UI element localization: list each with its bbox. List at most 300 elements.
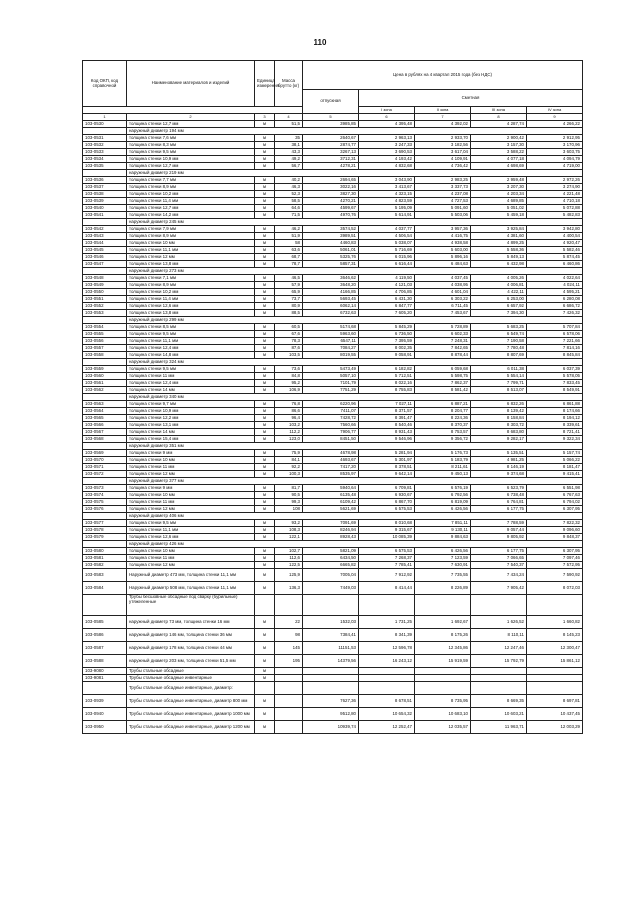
unit-cell: м [255, 135, 275, 142]
code-cell: 103-0571 [83, 464, 127, 471]
price-zone2-cell: 2 983,25 [415, 177, 471, 184]
name-cell: толщина стенки 8,9 мм [127, 184, 255, 191]
price-zone3-cell: 8 683,80 [471, 429, 527, 436]
name-cell: толщина стенки 7,7 мм [127, 177, 255, 184]
price-zone2-cell: 4 727,53 [415, 198, 471, 205]
price-otpusk-cell: 3985,85 [303, 121, 359, 128]
unit-cell [255, 595, 275, 616]
price-otpusk-cell: 7005,04 [303, 569, 359, 582]
mass-cell: 103,5 [275, 352, 303, 359]
code-cell: 103-0582 [83, 562, 127, 569]
code-cell: 103-0584 [83, 582, 127, 595]
price-otpusk-cell: 5693,45 [303, 296, 359, 303]
price-otpusk-cell: 7906,77 [303, 429, 359, 436]
code-cell [83, 359, 127, 366]
price-zone1-cell: 7 605,20 [359, 310, 415, 317]
price-zone4-cell: 4 024,11 [527, 282, 583, 289]
price-zone3-cell: 7 780,48 [471, 345, 527, 352]
price-zone3-cell [471, 595, 527, 616]
price-otpusk-cell: 4270,21 [303, 198, 359, 205]
header-code: Код ОКП, код справочной [83, 61, 127, 107]
group-row [83, 394, 583, 401]
price-zone2-cell: 4 038,95 [415, 282, 471, 289]
price-otpusk-cell: 7751,29 [303, 387, 359, 394]
table-row [83, 695, 583, 708]
mass-cell: 56,7 [275, 163, 303, 170]
code-cell: 103-0548 [83, 275, 127, 282]
price-zone1-cell: 9 058,91 [359, 352, 415, 359]
price-zone2-cell: 8 211,61 [415, 464, 471, 471]
unit-cell: м [255, 668, 275, 675]
price-zone4-cell: 8 339,61 [527, 422, 583, 429]
price-zone2-cell: 5 598,75 [415, 373, 471, 380]
unit-cell: м [255, 629, 275, 642]
price-otpusk-cell: 3574,52 [303, 226, 359, 233]
header-zone-4: IV зона [527, 107, 583, 114]
group-row [83, 541, 583, 548]
price-zone1-cell: 4 395,48 [359, 121, 415, 128]
code-cell: 103-0554 [83, 324, 127, 331]
price-zone3-cell: 4 422,11 [471, 289, 527, 296]
price-zone4-cell: 9 415,41 [527, 471, 583, 478]
mass-cell [275, 595, 303, 616]
price-zone3-cell: 9 805,92 [471, 534, 527, 541]
price-zone1-cell: 8 341,39 [359, 629, 415, 642]
mass-cell: 43,3 [275, 149, 303, 156]
price-zone2-cell: 4 416,75 [415, 233, 471, 240]
price-otpusk-cell: 7411,07 [303, 408, 359, 415]
price-otpusk-cell: 5857,31 [303, 261, 359, 268]
price-zone4-cell: 8 721,41 [527, 429, 583, 436]
price-zone1-cell: 16 243,12 [359, 655, 415, 668]
price-zone4-cell: 5 707,84 [527, 324, 583, 331]
price-zone4-cell: 12 300,47 [527, 642, 583, 655]
price-zone1-cell: 10 085,39 [359, 534, 415, 541]
table-row [83, 212, 583, 219]
price-zone3-cell: 6 764,81 [471, 499, 527, 506]
name-cell: толщина стенки 13,1 мм [127, 422, 255, 429]
table-row [83, 450, 583, 457]
price-zone3-cell: 6 253,00 [471, 296, 527, 303]
price-otpusk-cell: 5061,01 [303, 247, 359, 254]
price-zone4-cell: 8 549,91 [527, 387, 583, 394]
mass-cell: 125,9 [275, 569, 303, 582]
unit-cell: м [255, 163, 275, 170]
price-otpusk-cell [303, 682, 359, 695]
name-cell: толщина стенки 14,2 мм [127, 212, 255, 219]
code-cell: 103-0561 [83, 380, 127, 387]
price-zone2-cell: 3 337,73 [415, 184, 471, 191]
price-zone3-cell: 2 900,42 [471, 135, 527, 142]
code-cell: 103-0540 [83, 205, 127, 212]
price-zone1-cell: 4 193,42 [359, 156, 415, 163]
unit-cell: м [255, 303, 275, 310]
price-zone1-cell: 3 690,53 [359, 149, 415, 156]
price-zone2-cell: 7 842,65 [415, 345, 471, 352]
unit-cell: м [255, 233, 275, 240]
price-otpusk-cell: 6547,11 [303, 338, 359, 345]
group-name: наружный диаметр 194 мм [127, 128, 583, 135]
price-zone1-cell: 5 301,97 [359, 457, 415, 464]
name-cell: толщина стенки 9,5 мм [127, 366, 255, 373]
name-cell: толщина стенки 12,4 мм [127, 380, 255, 387]
mass-cell: 58,5 [275, 198, 303, 205]
price-zone2-cell: 3 182,56 [415, 142, 471, 149]
price-zone3-cell: 5 135,51 [471, 450, 527, 457]
price-zone1-cell: 7 027,11 [359, 401, 415, 408]
price-zone4-cell [527, 675, 583, 682]
table-row [83, 655, 583, 668]
price-zone2-cell: 8 226,89 [415, 582, 471, 595]
name-cell: толщина стенки 11,4 мм [127, 296, 255, 303]
col-number: 2 [127, 114, 255, 121]
unit-cell: м [255, 642, 275, 655]
price-zone3-cell: 7 190,58 [471, 338, 527, 345]
price-zone2-cell [415, 682, 471, 695]
price-zone1-cell [359, 595, 415, 616]
name-cell: толщина стенки 13,8 мм [127, 261, 255, 268]
name-cell: толщина стенки 10 мм [127, 240, 255, 247]
table-row [83, 191, 583, 198]
mass-cell: 49,2 [275, 156, 303, 163]
price-zone3-cell: 5 459,18 [471, 212, 527, 219]
unit-cell: м [255, 289, 275, 296]
mass-cell: 195 [275, 655, 303, 668]
table-row [83, 408, 583, 415]
unit-cell: м [255, 282, 275, 289]
price-zone4-cell: 7 590,92 [527, 569, 583, 582]
price-zone3-cell: 8 139,42 [471, 408, 527, 415]
price-zone1-cell: 6 709,81 [359, 485, 415, 492]
table-row [83, 324, 583, 331]
code-cell [83, 541, 127, 548]
name-cell: толщина стенки 11 мм [127, 373, 255, 380]
price-otpusk-cell: 3022,16 [303, 184, 359, 191]
price-zone3-cell: 6 738,48 [471, 492, 527, 499]
code-cell: 103-0566 [83, 422, 127, 429]
price-zone2-cell: 5 503,06 [415, 212, 471, 219]
name-cell: Трубы стальные обсадные инвентарные, диаметр 1000 мм [127, 708, 255, 721]
unit-cell: м [255, 331, 275, 338]
price-zone3-cell: 8 303,72 [471, 422, 527, 429]
table-row [83, 261, 583, 268]
price-otpusk-cell: 7091,69 [303, 520, 359, 527]
name-cell: толщина стенки 10,9 мм [127, 156, 255, 163]
unit-cell: м [255, 506, 275, 513]
table-body [83, 121, 583, 734]
mass-cell [275, 721, 303, 734]
price-zone2-cell: 5 183,79 [415, 457, 471, 464]
price-zone4-cell: 5 482,83 [527, 212, 583, 219]
mass-cell: 64,6 [275, 205, 303, 212]
price-zone4-cell: 1 660,82 [527, 616, 583, 629]
group-name: наружный диаметр 377 мм [127, 478, 583, 485]
price-zone4-cell: 6 861,88 [527, 401, 583, 408]
price-zone2-cell: 6 887,21 [415, 401, 471, 408]
price-zone1-cell: 4 823,59 [359, 198, 415, 205]
unit-cell: м [255, 485, 275, 492]
mass-cell: 68,7 [275, 254, 303, 261]
price-zone4-cell [527, 682, 583, 695]
price-otpusk-cell: 5174,68 [303, 324, 359, 331]
name-cell: толщина стенки 7,9 мм [127, 226, 255, 233]
price-zone4-cell: 8 194,12 [527, 415, 583, 422]
price-zone3-cell: 6 657,92 [471, 303, 527, 310]
price-zone4-cell: 3 942,80 [527, 226, 583, 233]
mass-cell: 100,3 [275, 471, 303, 478]
price-zone1-cell: 4 037,77 [359, 226, 415, 233]
table-row [83, 338, 583, 345]
price-zone4-cell: 9 096,60 [527, 527, 583, 534]
table-row [83, 121, 583, 128]
price-zone2-cell: 7 123,59 [415, 555, 471, 562]
code-cell: 103-0569 [83, 450, 127, 457]
price-zone1-cell: 7 395,59 [359, 338, 415, 345]
code-cell: 103-0577 [83, 520, 127, 527]
mass-cell: 112,2 [275, 429, 303, 436]
table-row [83, 682, 583, 695]
price-otpusk-cell: 4678,98 [303, 450, 359, 457]
unit-cell: м [255, 310, 275, 317]
price-otpusk-cell: 1532,03 [303, 616, 359, 629]
price-zone4-cell: 4 266,22 [527, 121, 583, 128]
price-zone2-cell: 4 237,08 [415, 191, 471, 198]
price-zone1-cell: 8 755,83 [359, 387, 415, 394]
mass-cell: 51,9 [275, 233, 303, 240]
unit-cell [255, 682, 275, 695]
unit-cell: м [255, 695, 275, 708]
code-cell: 103-9081 [83, 675, 127, 682]
price-zone2-cell: 7 735,55 [415, 569, 471, 582]
code-cell: 103-0533 [83, 149, 127, 156]
price-zone2-cell: 5 728,89 [415, 324, 471, 331]
price-zone2-cell: 8 175,26 [415, 629, 471, 642]
unit-cell: м [255, 450, 275, 457]
price-zone3-cell: 10 603,21 [471, 708, 527, 721]
price-zone3-cell: 8 110,11 [471, 629, 527, 642]
table-row [83, 366, 583, 373]
table-row [83, 205, 583, 212]
price-zone3-cell: 6 011,38 [471, 366, 527, 373]
code-cell [83, 128, 127, 135]
unit-cell: м [255, 582, 275, 595]
table-row [83, 142, 583, 149]
table-row [83, 310, 583, 317]
table-row [83, 135, 583, 142]
price-otpusk-cell: 5057,10 [303, 373, 359, 380]
unit-cell: м [255, 366, 275, 373]
header-zone-1: I зона [359, 107, 415, 114]
mass-cell: 145 [275, 642, 303, 655]
price-zone4-cell: 6 578,06 [527, 331, 583, 338]
name-cell: толщина стенки 12,7 мм [127, 121, 255, 128]
price-zone3-cell: 3 207,30 [471, 184, 527, 191]
price-zone4-cell: 4 595,21 [527, 289, 583, 296]
price-zone4-cell: 2 972,26 [527, 177, 583, 184]
table-row [83, 373, 583, 380]
name-cell: толщина стенки 11 мм [127, 499, 255, 506]
code-cell: 103-0557 [83, 345, 127, 352]
code-cell [83, 682, 127, 695]
unit-cell: м [255, 352, 275, 359]
price-zone3-cell: 6 177,75 [471, 506, 527, 513]
code-cell: 103-0536 [83, 177, 127, 184]
price-zone3-cell: 4 203,34 [471, 191, 527, 198]
price-zone2-cell: 4 938,58 [415, 240, 471, 247]
mass-cell: 90,5 [275, 492, 303, 499]
price-zone3-cell: 6 832,26 [471, 401, 527, 408]
table-row [83, 254, 583, 261]
unit-cell: м [255, 261, 275, 268]
name-cell: толщина стенки 8,3 мм [127, 142, 255, 149]
table-row [83, 289, 583, 296]
table-row [83, 562, 583, 569]
price-zone4-cell: 9 322,34 [527, 436, 583, 443]
price-zone1-cell: 9 546,96 [359, 436, 415, 443]
code-cell: 103-0530 [83, 121, 127, 128]
price-zone3-cell: 4 005,26 [471, 275, 527, 282]
code-cell: 103-0549 [83, 282, 127, 289]
table-row [83, 380, 583, 387]
price-zone4-cell: 4 400,54 [527, 233, 583, 240]
unit-cell: м [255, 534, 275, 541]
price-zone3-cell: 7 394,30 [471, 310, 527, 317]
price-zone1-cell: 8 414,44 [359, 582, 415, 595]
price-zone2-cell: 4 736,42 [415, 163, 471, 170]
price-zone3-cell [471, 675, 527, 682]
group-name: наружный диаметр 273 мм [127, 268, 583, 275]
name-cell: толщина стенки 11,1 мм [127, 527, 255, 534]
price-otpusk-cell: 7101,79 [303, 380, 359, 387]
price-zone2-cell: 6 426,56 [415, 548, 471, 555]
group-row [83, 268, 583, 275]
price-otpusk-cell: 4693,67 [303, 457, 359, 464]
table-row [83, 247, 583, 254]
table-row [83, 296, 583, 303]
price-zone3-cell: 15 792,79 [471, 655, 527, 668]
table-row [83, 520, 583, 527]
price-zone3-cell: 4 006,81 [471, 282, 527, 289]
name-cell: толщина стенки 12,4 мм [127, 345, 255, 352]
unit-cell: м [255, 415, 275, 422]
price-otpusk-cell: 5963,60 [303, 331, 359, 338]
group-name: наружный диаметр 351 мм [127, 443, 583, 450]
price-zone1-cell: 12 252,47 [359, 721, 415, 734]
group-row [83, 170, 583, 177]
code-cell [83, 394, 127, 401]
price-zone4-cell: 4 094,79 [527, 156, 583, 163]
code-cell: 103-0538 [83, 191, 127, 198]
name-cell: Трубы стальные обсадные [127, 668, 255, 675]
group-row [83, 317, 583, 324]
unit-cell: м [255, 324, 275, 331]
price-zone3-cell: 3 925,84 [471, 226, 527, 233]
price-otpusk-cell: 11151,53 [303, 642, 359, 655]
price-zone3-cell: 7 434,24 [471, 569, 527, 582]
unit-cell: м [255, 205, 275, 212]
price-zone3-cell: 5 683,25 [471, 324, 527, 331]
price-zone4-cell: 5 578,05 [527, 373, 583, 380]
price-zone4-cell: 7 097,46 [527, 555, 583, 562]
price-otpusk-cell: 3648,20 [303, 282, 359, 289]
group-row [83, 513, 583, 520]
name-cell: толщина стенки 12,2 мм [127, 415, 255, 422]
code-cell: 103-0562 [83, 387, 127, 394]
unit-cell: м [255, 373, 275, 380]
group-row [83, 478, 583, 485]
name-cell: толщина стенки 12,6 мм [127, 534, 255, 541]
header-unit: Единица измерения [255, 61, 275, 107]
price-zone2-cell: 8 224,36 [415, 415, 471, 422]
code-cell: 103-0581 [83, 555, 127, 562]
price-zone2-cell: 4 037,45 [415, 275, 471, 282]
unit-cell: м [255, 401, 275, 408]
name-cell: толщина стенки 11 мм [127, 555, 255, 562]
price-zone1-cell: 6 575,53 [359, 548, 415, 555]
price-zone1-cell: 6 930,67 [359, 492, 415, 499]
price-otpusk-cell: 7627,36 [303, 695, 359, 708]
name-cell: Наружный диаметр 508 мм, толщина стенки 11,1 мм [127, 582, 255, 595]
price-otpusk-cell: 5325,76 [303, 254, 359, 261]
price-zone4-cell: 4 719,00 [527, 163, 583, 170]
price-zone2-cell: 6 426,56 [415, 506, 471, 513]
mass-cell: 96,4 [275, 415, 303, 422]
price-zone3-cell: 6 549,74 [471, 331, 527, 338]
table-row [83, 387, 583, 394]
price-otpusk-cell [303, 675, 359, 682]
mass-cell [275, 668, 303, 675]
price-zone4-cell: 6 460,86 [527, 261, 583, 268]
header-name: Наименование материалов и изделий [127, 61, 255, 107]
price-zone1-cell: 8 022,16 [359, 380, 415, 387]
code-cell: 103-0545 [83, 247, 127, 254]
price-zone1-cell: 8 391,47 [359, 415, 415, 422]
code-cell: 103-0544 [83, 240, 127, 247]
table-row [83, 177, 583, 184]
price-zone3-cell: 8 158,84 [471, 415, 527, 422]
price-zone3-cell: 5 849,13 [471, 254, 527, 261]
group-name: наружный диаметр 299 мм [127, 317, 583, 324]
price-zone3-cell: 11 963,71 [471, 721, 527, 734]
unit-cell: м [255, 177, 275, 184]
price-zone3-cell: 8 513,07 [471, 387, 527, 394]
price-otpusk-cell: 2640,67 [303, 135, 359, 142]
page-number: 110 [313, 38, 327, 47]
table-row [83, 345, 583, 352]
price-zone4-cell: 6 280,08 [527, 296, 583, 303]
name-cell: толщина стенки 12 мм [127, 562, 255, 569]
name-cell: толщина стенки 10 мм [127, 548, 255, 555]
table-row [83, 595, 583, 616]
price-zone1-cell: 8 931,43 [359, 429, 415, 436]
price-zone2-cell: 5 896,16 [415, 254, 471, 261]
price-otpusk-cell: 3712,31 [303, 156, 359, 163]
table-row [83, 708, 583, 721]
price-zone1-cell: 5 716,69 [359, 247, 415, 254]
code-cell: 103-0568 [83, 436, 127, 443]
price-otpusk-cell: 7560,66 [303, 422, 359, 429]
col-number: 6 [359, 114, 415, 121]
mass-cell: 57,9 [275, 282, 303, 289]
mass-cell: 76,8 [275, 401, 303, 408]
price-zone2-cell: 8 735,95 [415, 695, 471, 708]
price-zone1-cell: 5 195,09 [359, 205, 415, 212]
name-cell: наружный диаметр 178 мм, толщина стенки 44 мм [127, 642, 255, 655]
price-otpusk-cell: 4166,85 [303, 289, 359, 296]
price-zone4-cell: 6 767,63 [527, 492, 583, 499]
code-cell: 103-0939 [83, 695, 127, 708]
price-table [82, 60, 583, 734]
